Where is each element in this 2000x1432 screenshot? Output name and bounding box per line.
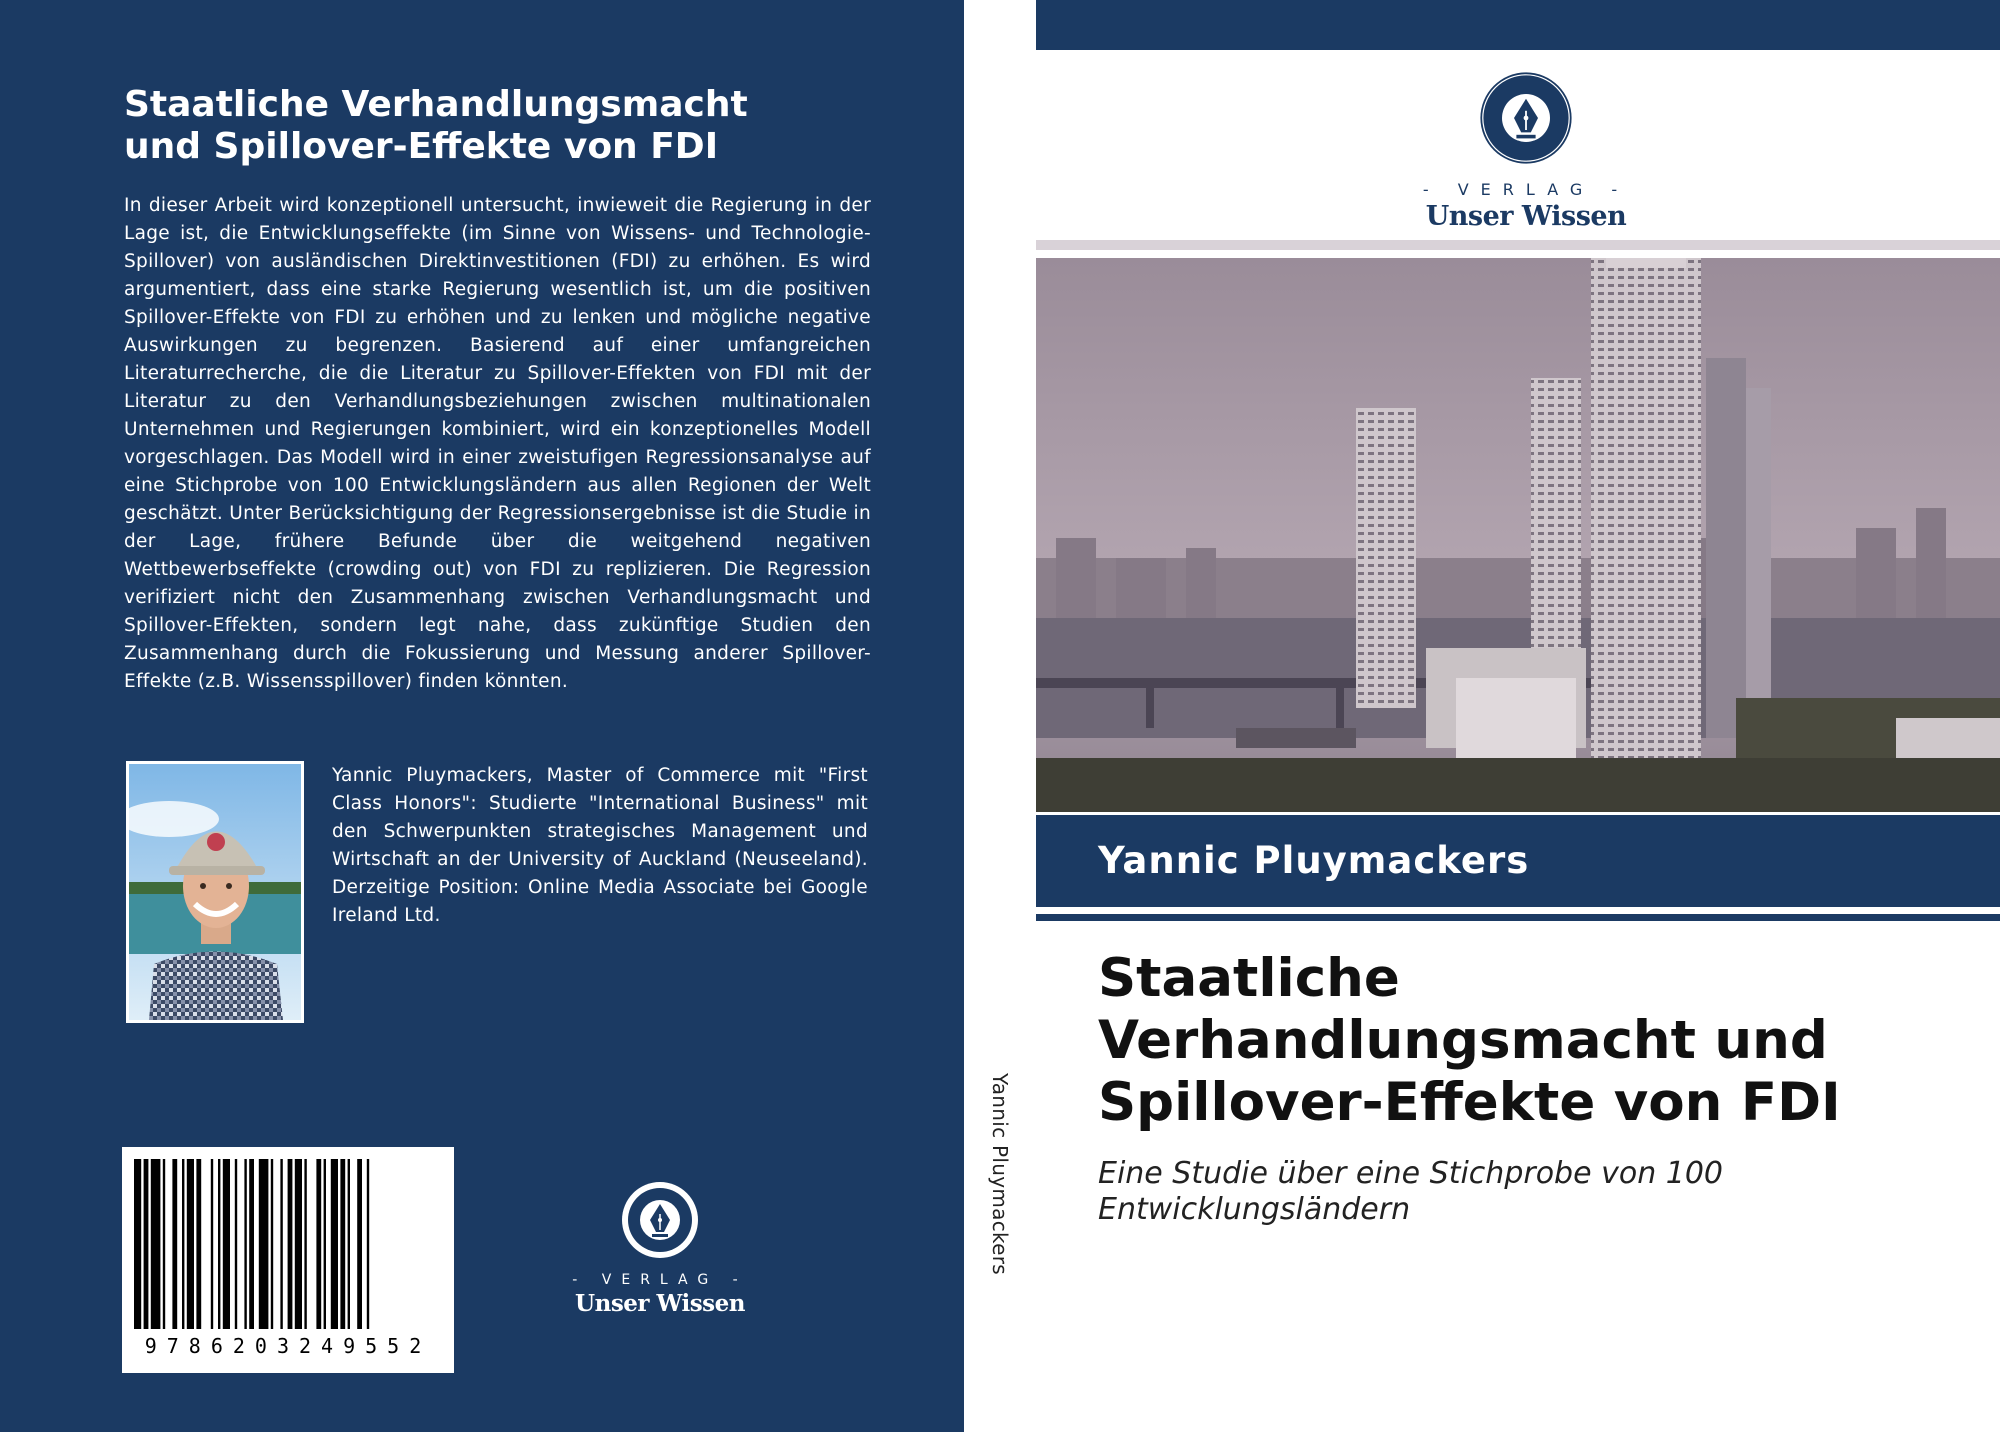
- barcode-bar: [331, 1159, 338, 1329]
- barcode-bar: [357, 1159, 362, 1329]
- front-cover: [1036, 0, 2000, 1432]
- author-bio: Yannic Pluymackers, Master of Commerce mit "First Class Honors": Studierte "International Business" mit den Schwerpunkten strategisches Management und Wirtschaft an der University of Auckland (Neuseeland). Derzeitige Position: Online Media Associate bei Google Ireland Ltd.: [332, 765, 868, 926]
- barcode-bar: [218, 1159, 220, 1329]
- front-title-line-1: Staatliche: [1098, 948, 1400, 1009]
- publisher-name: Unser Wissen: [575, 1290, 745, 1317]
- book-spine: [964, 0, 1036, 1432]
- barcode-bar: [151, 1159, 161, 1329]
- isbn-digits: 9786203249552: [144, 1334, 432, 1358]
- barcode-bar: [211, 1159, 213, 1329]
- barcode-bar: [259, 1159, 269, 1329]
- subtitle-line-1: Eine Studie über eine Stichprobe von 100: [1098, 1156, 1724, 1191]
- barcode-bar: [348, 1159, 350, 1329]
- publisher-name: Unser Wissen: [1425, 201, 1627, 232]
- barcode-bar: [134, 1159, 141, 1329]
- back-title-line-2: und Spillover-Effekte von FDI: [124, 126, 719, 167]
- barcode-bar: [249, 1159, 254, 1329]
- spine-author: Yannic Pluymackers: [988, 1072, 1012, 1276]
- barcode-bar: [182, 1159, 184, 1329]
- front-title-line-2: Verhandlungsmacht und: [1098, 1010, 1828, 1071]
- author-photo: [126, 761, 304, 1023]
- author-band: [1036, 815, 2000, 907]
- front-title-line-3: Spillover-Effekte von FDI: [1098, 1072, 1841, 1133]
- barcode-bar: [280, 1159, 282, 1329]
- back-cover-title: [124, 84, 864, 168]
- gray-divider: [1036, 240, 2000, 250]
- barcode-bar: [235, 1159, 237, 1329]
- barcode-bar: [163, 1159, 165, 1329]
- isbn-barcode: [122, 1147, 454, 1373]
- publisher-logo-front: [1406, 70, 1646, 232]
- fountain-pen-nib-seal-icon: [1478, 70, 1574, 166]
- barcode-bar: [187, 1159, 194, 1329]
- front-cover-subtitle: [1098, 1156, 1958, 1228]
- cover-cityscape-image: [1036, 258, 2000, 812]
- barcode-bars: [132, 1159, 444, 1337]
- barcode-bar: [144, 1159, 149, 1329]
- barcode-bar: [271, 1159, 273, 1329]
- barcode-bar: [316, 1159, 321, 1329]
- barcode-bar: [340, 1159, 345, 1329]
- barcode-bar: [295, 1159, 302, 1329]
- barcode-bar: [223, 1159, 230, 1329]
- barcode-bar: [367, 1159, 369, 1329]
- fountain-pen-nib-seal-icon: [620, 1180, 700, 1260]
- barcode-bar: [196, 1159, 201, 1329]
- top-navy-band: [1036, 0, 2000, 50]
- back-cover: [0, 0, 964, 1432]
- front-cover-title: [1098, 948, 1978, 1134]
- barcode-bar: [172, 1159, 177, 1329]
- barcode-bar: [288, 1159, 293, 1329]
- publisher-logo-back: [560, 1180, 760, 1317]
- back-cover-blurb: In dieser Arbeit wird konzeptionell untersucht, inwieweit die Regierung in der Lage ist, die Entwicklungseffekte (im Sinne von Wissens- und Technologie-Spillover) von ausländischen Direktinvestitionen (FDI) zu erhöhen. Es wird argumentiert, dass eine starke Regierung wesentlich ist, um die positiven Spillover-Effekte von FDI zu erhöhen und zu lenken und mögliche negative Auswirkungen zu begrenzen. Basierend auf einer umfangreichen Literaturrecherche, die die Literatur zu Spillover-Effekten von FDI mit der Literatur zu den Verhandlungsbeziehungen zwischen multinationalen Unternehmen und Regierungen kombiniert, wird ein konzeptionelles Modell vorgeschlagen. Das Modell wird in einer zweistufigen Regressionsanalyse auf eine Stichprobe von 100 Entwicklungsländern aus allen Regionen der Welt geschätzt. Unter Berücksichtigung der Regressionsergebnisse ist die Studie in der Lage, frühere Befunde über die weitgehend negativen Wettbewerbseffekte (crowding out) von FDI zu replizieren. Die Regression verifiziert nicht den Zusammenhang zwischen Verhandlungsmacht und Spillover-Effekten, sondern legt nahe, dass zukünftige Studien den Zusammenhang durch die Fokussierung und Messung anderer Spillover-Effekte (z.B. Wissensspillover) finden könnten.: [124, 195, 871, 692]
- publisher-verlag-label: - VERLAG -: [1422, 180, 1630, 199]
- barcode-bar: [304, 1159, 306, 1329]
- barcode-bar: [244, 1159, 246, 1329]
- barcode-bar: [324, 1159, 326, 1329]
- publisher-verlag-label: - VERLAG -: [572, 1272, 748, 1288]
- subtitle-line-2: Entwicklungsländern: [1098, 1192, 1411, 1227]
- front-author-name: Yannic Pluymackers: [1098, 839, 1530, 882]
- navy-divider: [1036, 914, 2000, 921]
- back-title-line-1: Staatliche Verhandlungsmacht: [124, 84, 748, 125]
